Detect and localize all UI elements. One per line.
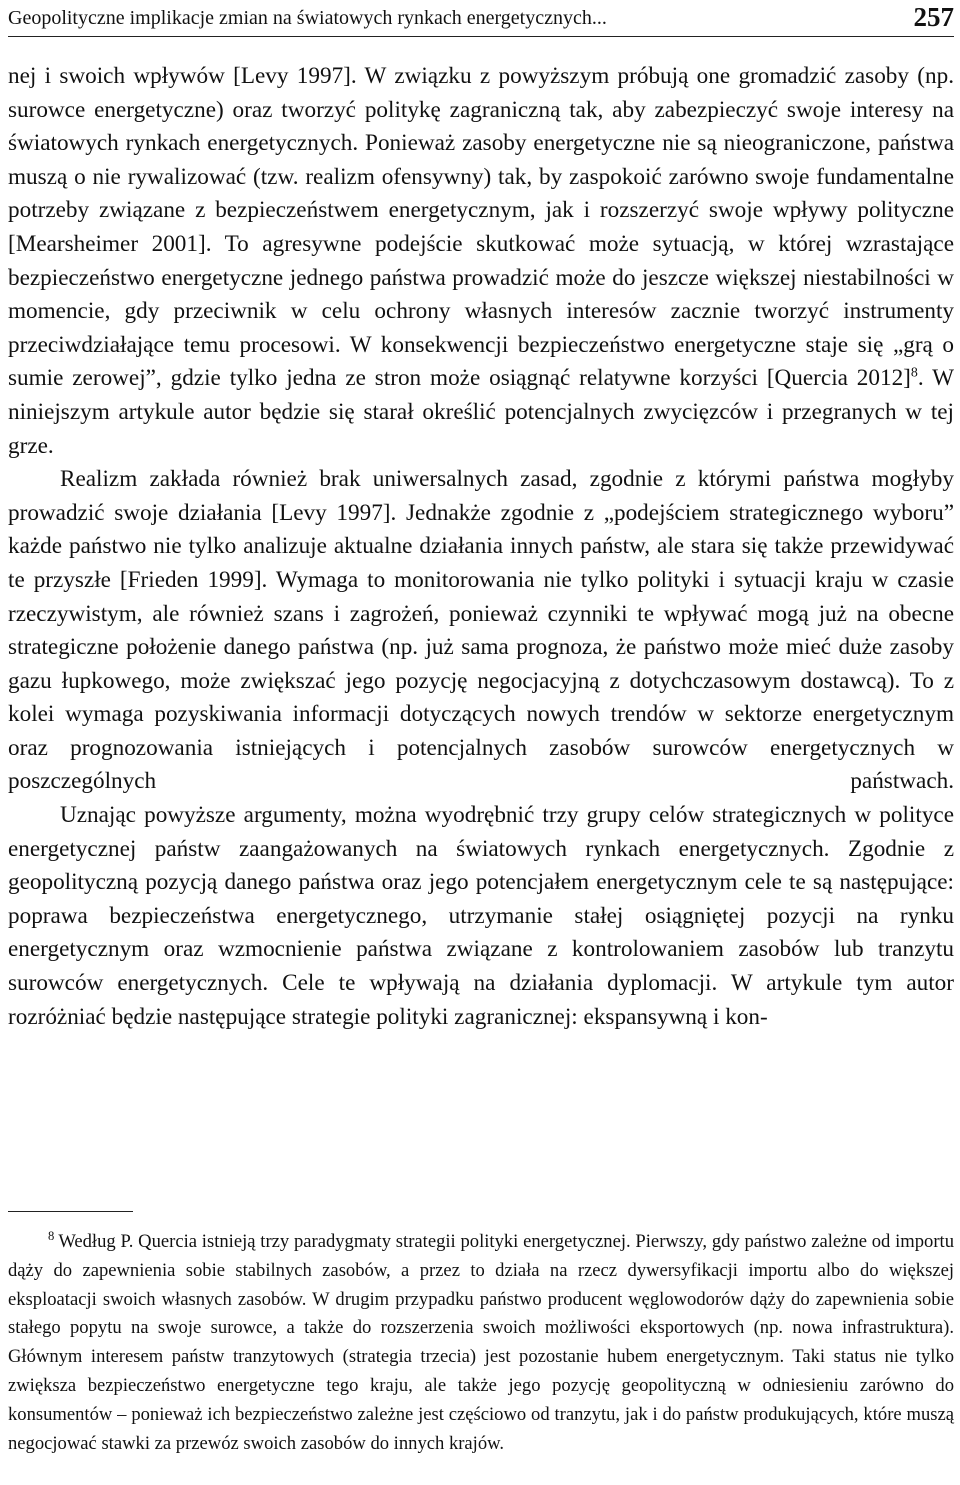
footnote <box>8 1228 954 1458</box>
page-number: 257 <box>913 2 954 32</box>
main-text <box>8 60 954 1034</box>
paragraph-1-text: nej i swoich wpływów [Levy 1997]. W związku z powyższym próbują one gromadzić zasoby (np. surowce energetyczne) oraz tworzyć politykę zagraniczną tak, aby zabezpieczyć swoje interesy na światowych rynkach energetycznych. Ponieważ zasoby energetyczne nie są nieograniczone, państwa muszą o nie rywalizować (tzw. realizm ofensywny) tak, by zaspokoić zarówno swoje fundamentalne potrzeby związane z bezpieczeństwem energetycznym, jak i rozszerzyć swoje wpływy polityczne [Mearsheimer 2001]. To agresywne podejście skutkować może sytuacją, w której wzrastające bezpieczeństwo energetyczne jednego państwa prowadzić może do jeszcze większej niestabilności w momencie, gdy przeciwnik w celu ochrony własnych interesów zacznie tworzyć instrumenty przeciwdziałające temu procesowi. W konsekwencji bezpieczeństwo energetyczne staje się „grą o sumie zerowej”, gdzie tylko jedna ze stron może osiągnąć relatywne korzyści [Quercia 2012] <box>8 63 954 392</box>
footnote-text: Według P. Quercia istnieją trzy paradygmaty strategii polityki energetycznej. Pierwszy, gdy państwo zależne od importu dąży do zapewnienia sobie stabilnych zasobów, a przez to działa na rzecz dywersyfikacji importu albo do większej eksploatacji swoich własnych zasobów. W drugim przypadku państwo producent węglowodorów dąży do zapewnienia sobie stałego popytu na swoje surowce, a także do rozszerzenia swoich możliwości eksportowych (np. nowa infrastruktura). Głównym interesem państw tranzytowych (strategia trzecia) jest pozostanie hubem energetycznym. Taki status nie tylko zwiększa bezpieczeństwo energetyczne tego kraju, ale także jego pozycję geopolityczną w odniesieniu zarówno do konsumentów – ponieważ ich bezpieczeństwo zależne jest częściowo od tranzytu, jak i do państw produkujących, które muszą negocjować stawki za przewóz swoich zasobów do innych krajów. <box>8 1231 954 1454</box>
footnote-reference[interactable]: 8 <box>910 365 918 381</box>
footnote-separator <box>8 1211 133 1212</box>
paragraph-2: Realizm zakłada również brak uniwersalnych zasad, zgodnie z którymi państwa mogłyby prowadzić swoje działania [Levy 1997]. Jednakże zgodnie z „podejściem strategicznego wyboru” każde państwo nie tylko analizuje aktualne działania innych państw, ale stara się także przewidywać te przyszłe [Frieden 1999]. Wymaga to monitorowania nie tylko polityki i sytuacji kraju w czasie rzeczywistym, ale również szans i zagrożeń, ponieważ czynniki te wpływać mogą już na obecne strategiczne położenie danego państwa (np. już sama prognoza, że państwo może mieć duże zasoby gazu łupkowego, może zwiększać jego pozycję negocjacyjną z dotychczasowym dostawcą). To z kolei wymaga pozyskiwania informacji dotyczących nowych trendów w sektorze energetycznym oraz prognozowania istniejących i potencjalnych zasobów surowców energetycznych w poszczególnych państwach. <box>8 466 954 795</box>
running-title: Geopolityczne implikacje zmian na światowych rynkach energetycznych... <box>8 7 607 29</box>
paragraph-1 <box>8 60 954 463</box>
footnote-marker: 8 <box>48 1228 55 1243</box>
page-header <box>8 0 954 37</box>
paragraph-1-text-end: . W niniejszym artykule autor będzie się starał określić potencjalnych zwycięzców i przegranych w tej grze. <box>8 365 954 459</box>
paragraph-3: Uznając powyższe argumenty, można wyodrębnić trzy grupy celów strategicznych w polityce energetycznej państw zaangażowanych na światowych rynkach energetycznych. Zgodnie z geopolityczną pozycją danego państwa oraz jego potencjałem energetycznym cele te są następujące: poprawa bezpieczeństwa energetycznego, utrzymanie stałej osiągniętej pozycji na rynku energetycznym oraz wzmocnienie państwa związane z kontrolowaniem zasobów lub tranzytu surowców energetycznych. Cele te wpływają na działania dyplomacji. W artykule tym autor rozróżniać będzie następujące strategie polityki zagranicznej: ekspansywną i kon- <box>8 802 954 1030</box>
